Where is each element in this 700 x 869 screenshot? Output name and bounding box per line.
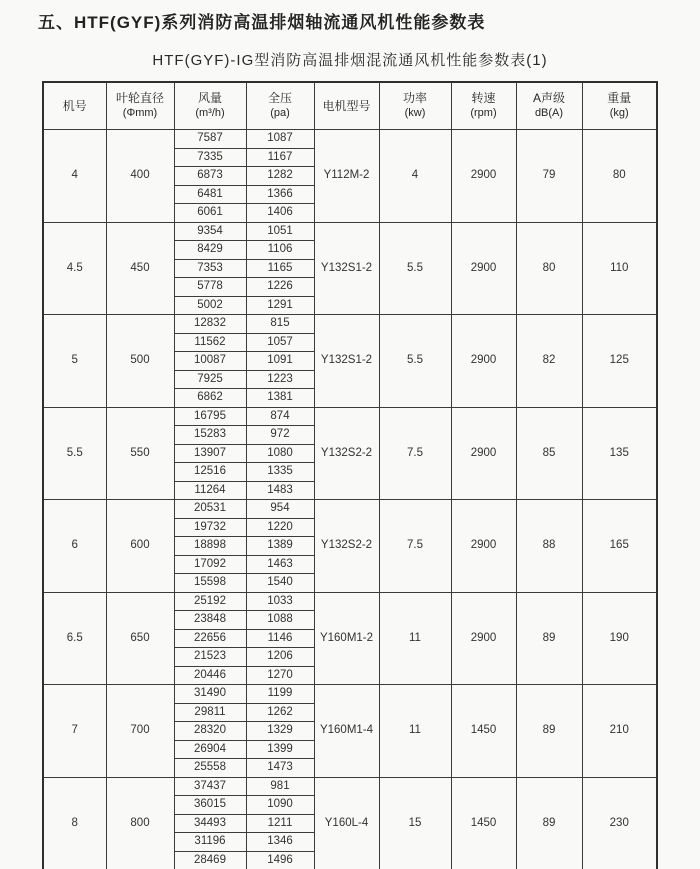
cell-motor: Y160M1-4 xyxy=(314,685,379,778)
header-pressure xyxy=(246,82,314,130)
cell-pressure: 1270 xyxy=(246,666,314,685)
header-label: 机号 xyxy=(62,98,87,113)
cell-pressure: 1473 xyxy=(246,759,314,778)
cell-airflow: 26904 xyxy=(174,740,246,759)
cell-pressure: 1226 xyxy=(246,278,314,297)
cell-airflow: 25192 xyxy=(174,592,246,611)
cell-pressure: 1463 xyxy=(246,555,314,574)
cell-speed: 2900 xyxy=(451,222,516,315)
cell-airflow: 37437 xyxy=(174,777,246,796)
cell-power: 7.5 xyxy=(379,500,451,593)
header-noise xyxy=(516,82,582,130)
cell-pressure: 1389 xyxy=(246,537,314,556)
cell-pressure: 874 xyxy=(246,407,314,426)
cell-noise: 89 xyxy=(516,777,582,869)
cell-model: 4 xyxy=(43,130,106,223)
table-header xyxy=(43,82,657,130)
cell-power: 15 xyxy=(379,777,451,869)
table-row xyxy=(43,130,657,149)
cell-airflow: 22656 xyxy=(174,629,246,648)
header-diameter xyxy=(106,82,174,130)
cell-weight: 125 xyxy=(582,315,657,408)
cell-airflow: 29811 xyxy=(174,703,246,722)
cell-pressure: 1381 xyxy=(246,389,314,408)
cell-airflow: 9354 xyxy=(174,222,246,241)
cell-pressure: 815 xyxy=(246,315,314,334)
cell-pressure: 1346 xyxy=(246,833,314,852)
table-row xyxy=(43,222,657,241)
table-title: HTF(GYF)-IG型消防高温排烟混流通风机性能参数表(1) xyxy=(152,52,548,69)
cell-weight: 165 xyxy=(582,500,657,593)
cell-pressure: 1146 xyxy=(246,629,314,648)
cell-pressure: 981 xyxy=(246,777,314,796)
cell-power: 5.5 xyxy=(379,222,451,315)
cell-speed: 2900 xyxy=(451,130,516,223)
cell-motor: Y132S2-2 xyxy=(314,500,379,593)
cell-pressure: 1291 xyxy=(246,296,314,315)
table-row xyxy=(43,592,657,611)
cell-weight: 135 xyxy=(582,407,657,500)
cell-airflow: 34493 xyxy=(174,814,246,833)
cell-pressure: 1223 xyxy=(246,370,314,389)
cell-pressure: 1199 xyxy=(246,685,314,704)
cell-airflow: 19732 xyxy=(174,518,246,537)
cell-pressure: 1088 xyxy=(246,611,314,630)
cell-pressure: 954 xyxy=(246,500,314,519)
cell-noise: 89 xyxy=(516,685,582,778)
cell-pressure: 1329 xyxy=(246,722,314,741)
cell-airflow: 6481 xyxy=(174,185,246,204)
cell-airflow: 5002 xyxy=(174,296,246,315)
cell-speed: 2900 xyxy=(451,592,516,685)
cell-speed: 1450 xyxy=(451,685,516,778)
header-unit: (kg) xyxy=(609,107,629,119)
cell-motor: Y132S1-2 xyxy=(314,222,379,315)
header-label: 功率 xyxy=(402,91,427,105)
page-title: 五、HTF(GYF)系列消防高温排烟轴流通风机性能参数表 xyxy=(38,13,486,32)
header-unit: (m³/h) xyxy=(195,107,225,119)
table-row xyxy=(43,685,657,704)
cell-pressure: 1091 xyxy=(246,352,314,371)
cell-speed: 2900 xyxy=(451,315,516,408)
cell-speed: 2900 xyxy=(451,500,516,593)
cell-airflow: 15598 xyxy=(174,574,246,593)
header-label: 叶轮直径 xyxy=(115,91,164,105)
cell-model: 5 xyxy=(43,315,106,408)
cell-noise: 80 xyxy=(516,222,582,315)
header-unit: (pa) xyxy=(270,107,290,119)
cell-noise: 79 xyxy=(516,130,582,223)
header-label: 重量 xyxy=(607,91,632,105)
cell-pressure: 1165 xyxy=(246,259,314,278)
cell-airflow: 5778 xyxy=(174,278,246,297)
cell-airflow: 7353 xyxy=(174,259,246,278)
cell-pressure: 1080 xyxy=(246,444,314,463)
cell-pressure: 1483 xyxy=(246,481,314,500)
header-label: A声级 xyxy=(532,91,565,105)
cell-airflow: 28469 xyxy=(174,851,246,869)
cell-pressure: 1033 xyxy=(246,592,314,611)
cell-airflow: 12516 xyxy=(174,463,246,482)
cell-airflow: 11562 xyxy=(174,333,246,352)
cell-diameter: 500 xyxy=(106,315,174,408)
cell-pressure: 1106 xyxy=(246,241,314,260)
cell-diameter: 650 xyxy=(106,592,174,685)
cell-model: 8 xyxy=(43,777,106,869)
cell-airflow: 7335 xyxy=(174,148,246,167)
cell-airflow: 20531 xyxy=(174,500,246,519)
cell-noise: 82 xyxy=(516,315,582,408)
cell-airflow: 12832 xyxy=(174,315,246,334)
cell-airflow: 36015 xyxy=(174,796,246,815)
cell-diameter: 800 xyxy=(106,777,174,869)
cell-model: 7 xyxy=(43,685,106,778)
header-motor xyxy=(314,82,379,130)
cell-model: 5.5 xyxy=(43,407,106,500)
cell-pressure: 1406 xyxy=(246,204,314,223)
header-unit: (kw) xyxy=(404,107,426,119)
cell-weight: 230 xyxy=(582,777,657,869)
cell-motor: Y112M-2 xyxy=(314,130,379,223)
cell-power: 11 xyxy=(379,592,451,685)
table-row xyxy=(43,777,657,796)
cell-airflow: 13907 xyxy=(174,444,246,463)
table-row xyxy=(43,407,657,426)
cell-airflow: 8429 xyxy=(174,241,246,260)
cell-airflow: 6873 xyxy=(174,167,246,186)
cell-power: 5.5 xyxy=(379,315,451,408)
header-unit: (rpm) xyxy=(470,107,497,119)
cell-pressure: 1206 xyxy=(246,648,314,667)
cell-noise: 85 xyxy=(516,407,582,500)
cell-pressure: 1282 xyxy=(246,167,314,186)
cell-diameter: 400 xyxy=(106,130,174,223)
cell-pressure: 972 xyxy=(246,426,314,445)
cell-noise: 88 xyxy=(516,500,582,593)
header-label: 风量 xyxy=(197,91,222,105)
cell-airflow: 23848 xyxy=(174,611,246,630)
cell-model: 6 xyxy=(43,500,106,593)
header-row xyxy=(43,82,657,130)
cell-airflow: 25558 xyxy=(174,759,246,778)
cell-motor: Y160L-4 xyxy=(314,777,379,869)
cell-diameter: 700 xyxy=(106,685,174,778)
header-unit: dB(A) xyxy=(534,107,564,119)
cell-airflow: 16795 xyxy=(174,407,246,426)
cell-airflow: 21523 xyxy=(174,648,246,667)
cell-noise: 89 xyxy=(516,592,582,685)
cell-motor: Y132S2-2 xyxy=(314,407,379,500)
cell-airflow: 15283 xyxy=(174,426,246,445)
cell-weight: 110 xyxy=(582,222,657,315)
cell-model: 6.5 xyxy=(43,592,106,685)
cell-diameter: 450 xyxy=(106,222,174,315)
cell-pressure: 1167 xyxy=(246,148,314,167)
cell-speed: 2900 xyxy=(451,407,516,500)
cell-pressure: 1366 xyxy=(246,185,314,204)
cell-pressure: 1496 xyxy=(246,851,314,869)
cell-weight: 210 xyxy=(582,685,657,778)
cell-pressure: 1220 xyxy=(246,518,314,537)
cell-speed: 1450 xyxy=(451,777,516,869)
cell-airflow: 7925 xyxy=(174,370,246,389)
header-label: 电机型号 xyxy=(322,98,371,113)
header-power xyxy=(379,82,451,130)
cell-motor: Y132S1-2 xyxy=(314,315,379,408)
cell-pressure: 1051 xyxy=(246,222,314,241)
fan-spec-table xyxy=(42,81,658,869)
header-model xyxy=(43,82,106,130)
table-body xyxy=(43,130,657,869)
header-airflow xyxy=(174,82,246,130)
cell-airflow: 6061 xyxy=(174,204,246,223)
cell-airflow: 10087 xyxy=(174,352,246,371)
cell-diameter: 550 xyxy=(106,407,174,500)
header-speed xyxy=(451,82,516,130)
header-label: 转速 xyxy=(471,91,496,105)
cell-model: 4.5 xyxy=(43,222,106,315)
cell-pressure: 1540 xyxy=(246,574,314,593)
cell-airflow: 6862 xyxy=(174,389,246,408)
table-row xyxy=(43,500,657,519)
cell-airflow: 20446 xyxy=(174,666,246,685)
cell-airflow: 31196 xyxy=(174,833,246,852)
cell-airflow: 17092 xyxy=(174,555,246,574)
cell-pressure: 1057 xyxy=(246,333,314,352)
cell-motor: Y160M1-2 xyxy=(314,592,379,685)
cell-power: 7.5 xyxy=(379,407,451,500)
cell-airflow: 11264 xyxy=(174,481,246,500)
cell-pressure: 1399 xyxy=(246,740,314,759)
cell-weight: 80 xyxy=(582,130,657,223)
cell-airflow: 7587 xyxy=(174,130,246,149)
cell-power: 11 xyxy=(379,685,451,778)
cell-diameter: 600 xyxy=(106,500,174,593)
cell-pressure: 1335 xyxy=(246,463,314,482)
header-weight xyxy=(582,82,657,130)
cell-pressure: 1087 xyxy=(246,130,314,149)
header-label: 全压 xyxy=(267,91,292,105)
cell-weight: 190 xyxy=(582,592,657,685)
cell-pressure: 1211 xyxy=(246,814,314,833)
header-unit: (Φmm) xyxy=(122,107,158,119)
cell-airflow: 31490 xyxy=(174,685,246,704)
cell-airflow: 18898 xyxy=(174,537,246,556)
cell-pressure: 1090 xyxy=(246,796,314,815)
cell-power: 4 xyxy=(379,130,451,223)
table-row xyxy=(43,315,657,334)
cell-airflow: 28320 xyxy=(174,722,246,741)
cell-pressure: 1262 xyxy=(246,703,314,722)
